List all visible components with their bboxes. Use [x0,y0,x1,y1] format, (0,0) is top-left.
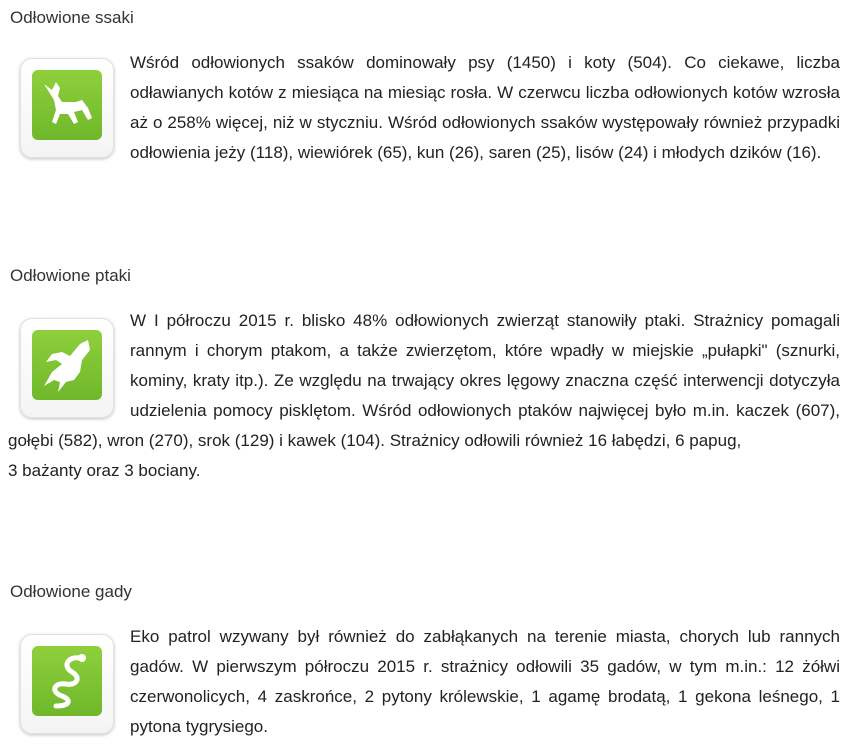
section-title: Odłowione ssaki [10,8,134,27]
section-title: Odłowione gady [10,582,132,601]
section-title: Odłowione ptaki [10,266,131,285]
section-paragraph: Eko patrol wzywany był również do zabłąkanych na terenie miasta, chorych lub rannych gadów. W pierwszym półroczu 2015 r. strażnicy odłowili 35 gadów, w tym m.in.: 12 żółwi czerwonolicych, 4 zaskrońce, 2 pytony królewskie, 1 agamę brodatą, 1 gekona leśnego, 1 pytona tygrysiego. [130,627,840,736]
section-paragraph: Wśród odłowionych ssaków dominowały psy (1450) i koty (504). Co ciekawe, liczba odławianych kotów z miesiąca na miesiąc rosła. W czerwcu liczba odłowionych kotów wzrosła aż o 258% więcej, niż w styczniu. Wśród odłowionych ssaków występowały również przypadki odłowienia jeży (118), wiewiórek (65), kun (26), saren (25), lisów (24) i młodych dzików (16). [130,53,840,162]
section-paragraph: W I półroczu 2015 r. blisko 48% odłowionych zwierząt stanowiły ptaki. Strażnicy pomagali rannym i chorym ptakom, a także zwierzętom, które wpadły w miejskie „pułapki" (sznurki, kominy, kraty itp.). Ze względu na trwający okres lęgowy znaczna część interwencji dotyczyła udzielenia pomocy pisklętom. Wśród odłowionych ptaków najwięcej było m.in. kaczek (607), gołębi (582), wron (270), srok (129) i kawek (104). Strażnicy odłowili również 16 łabędzi, 6 papug, 3 bażanty oraz 3 bociany. [8,311,840,480]
